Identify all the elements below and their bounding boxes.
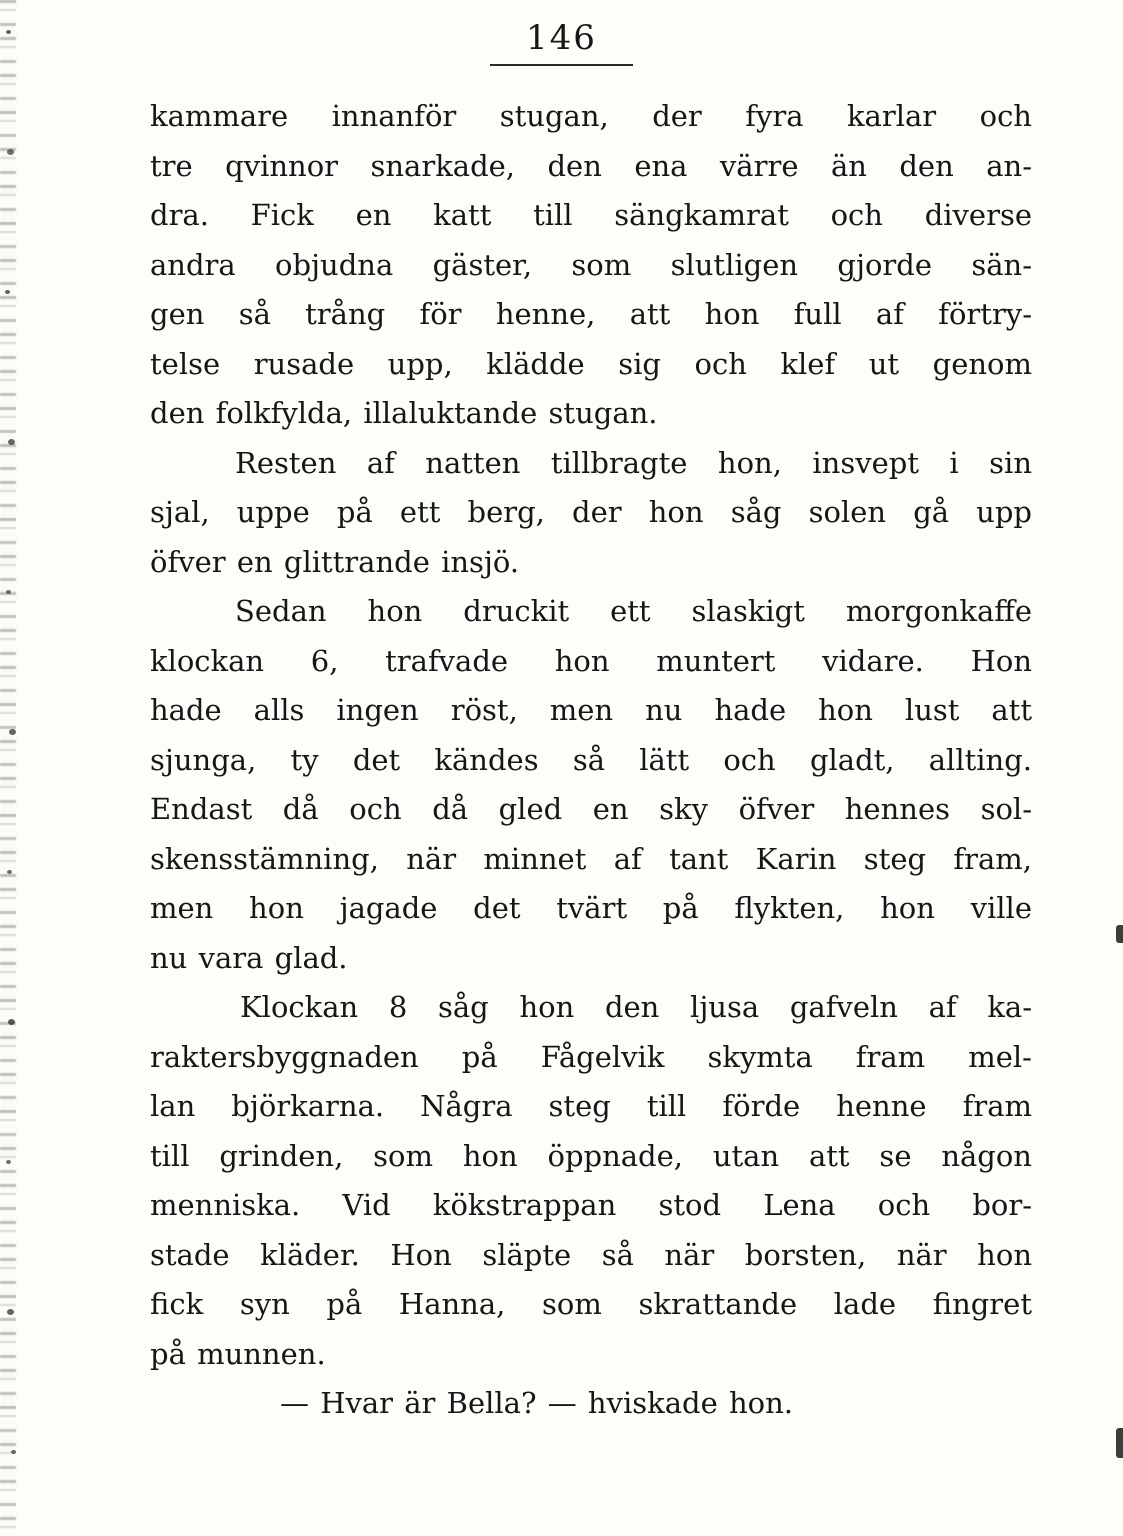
text-line: raktersbyggnaden på Fågelvik skymta fram mel- (150, 1039, 1032, 1074)
text-line: öfver en glittrande insjö. (150, 544, 520, 579)
paragraph (150, 587, 1032, 983)
text-line: Sedan hon druckit ett slaskigt morgonkaffe (235, 594, 1032, 628)
text-line: andra objudna gäster, som slutligen gjorde sän- (150, 247, 1032, 282)
text-line: dra. Fick en katt till sängkamrat och diverse (150, 198, 1032, 232)
text-line: fick syn på Hanna, som skrattande lade fingret (150, 1287, 1032, 1321)
scan-right-mark (1116, 925, 1123, 943)
scan-right-mark (1116, 1428, 1123, 1458)
text-line: till grinden, som hon öppnade, utan att se någon (150, 1138, 1032, 1173)
text-line: Resten af natten tillbragte hon, insvept i sin (235, 445, 1032, 480)
text-line: tre qvinnor snarkade, den ena värre än den an- (150, 148, 1032, 183)
text-line: men hon jagade det tvärt på flykten, hon ville (150, 891, 1032, 925)
text-line: hade alls ingen röst, men nu hade hon lust att (150, 693, 1032, 727)
text-line: klockan 6, trafvade hon muntert vidare. Hon (150, 643, 1032, 678)
text-line: lan björkarna. Några steg till förde henne fram (150, 1089, 1032, 1123)
text-line: Klockan 8 såg hon den ljusa gafveln af ka- (240, 990, 1032, 1024)
text-line: stade kläder. Hon släpte så när borsten, när hon (150, 1237, 1032, 1272)
paragraph (150, 983, 1032, 1379)
text-line: på munnen. (150, 1336, 326, 1371)
page-number: 146 (490, 18, 633, 66)
text-block (150, 92, 1032, 1429)
text-line: gen så trång för henne, att hon full af förtry- (150, 297, 1032, 331)
text-line: — Hvar är Bella? — hviskade hon. (280, 1386, 793, 1420)
text-line: sjunga, ty det kändes så lätt och gladt, allting. (150, 742, 1032, 777)
text-line: nu vara glad. (150, 940, 348, 975)
text-line: den folkfylda, illaluktande stugan. (150, 396, 658, 430)
text-line: Endast då och då gled en sky öfver hennes sol- (150, 792, 1032, 826)
paragraph (150, 1379, 1032, 1429)
text-line: skensstämning, när minnet af tant Karin steg fram, (150, 841, 1032, 876)
text-line: menniska. Vid kökstrappan stod Lena och bor- (150, 1188, 1032, 1222)
text-line: telse rusade upp, klädde sig och klef ut genom (150, 346, 1032, 381)
paragraph (150, 439, 1032, 588)
paragraph (150, 92, 1032, 439)
page-header (0, 18, 1123, 66)
text-line: sjal, uppe på ett berg, der hon såg solen gå upp (150, 495, 1032, 529)
text-line: kammare innanför stugan, der fyra karlar och (150, 99, 1032, 133)
scan-edge-noise (0, 0, 16, 1536)
